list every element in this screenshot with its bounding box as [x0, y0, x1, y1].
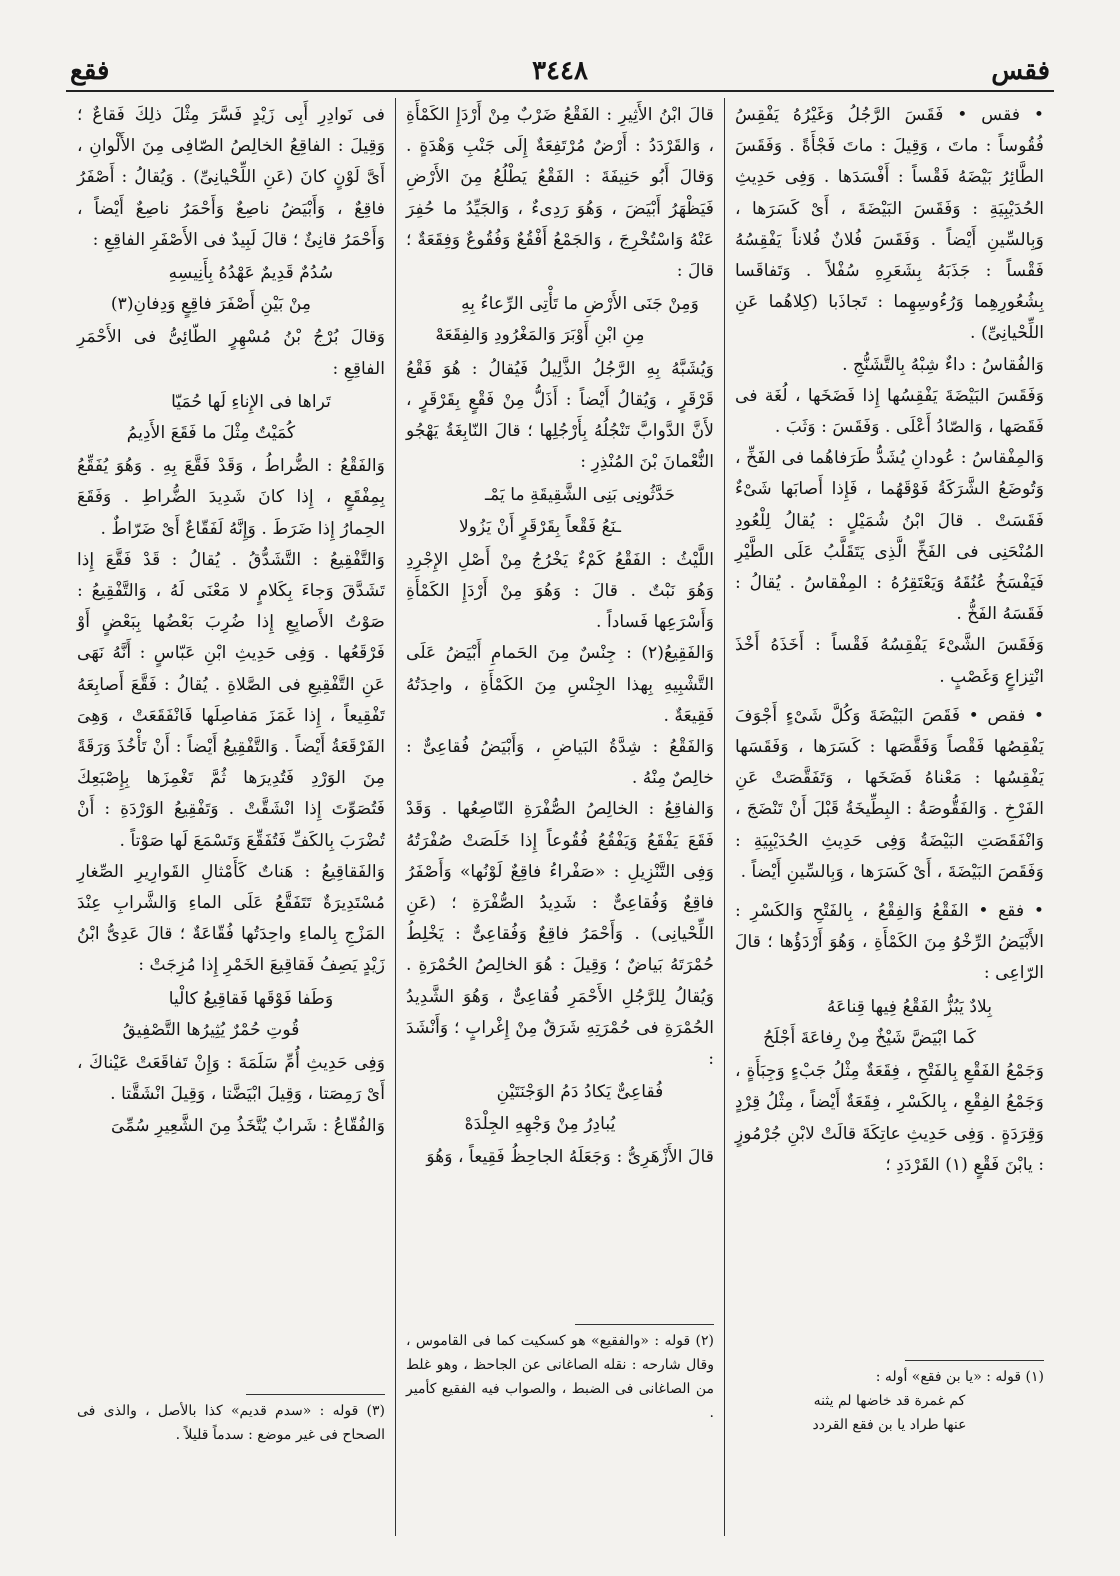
paragraph: وَالفاقِعُ : الخالِصُ الصُّفْرَةِ النّاصِعُها . وَقَدْ فَقَعَ يَفْقَعُ وَيَفْقُعُ فُقُوعاً إِذا خَلَصَتْ صُفْرَتُهُ وَفِى التَّنْزِيلِ : «صَفْراءُ فاقِعٌ لَوْنُها» وَأَصْفَرُ فاقِعٌ وَفُقاعِىٌّ : شَدِيدُ الصُّفْرَةِ ؛ (عَنِ اللِّحْيانِى) . وَأَحْمَرُ فاقِعٌ وَفُقاعِىٌّ : يَخْلِطُ حُمْرَتَهُ بَياضٌ ؛ وَقِيلَ : هُوَ الخالِصُ الحُمْرَةِ . وَيُقالُ لِلرَّجُلِ الأَحْمَرِ فُقاعِىٌّ ، وَهُوَ الشَّدِيدُ الحُمْرَةِ فى حُمْرَتِهِ شَرَقٌ مِنْ إِغْرابٍ ؛ وَأَنْشَدَ :: [406, 799, 714, 1070]
verse-line: مِنْ بَيْنِ أَصْفَرَ فاقِعٍ وَدِفانِ(٣): [110, 294, 312, 315]
paragraph: وَفِى حَدِيثِ أُمِّ سَلَمَةَ : وَإِنْ تَفاقَعَتْ عَيْناكَ ، أَىْ رَمِصَتا ، وَقِيلَ ابْيَضَّتا ، وَقِيلَ انْشَقَّتا .: [77, 1053, 385, 1105]
footnote-line: (٣) قوله : «سدم قديم» كذا بالأصل ، والذى فى الصحاح فى غير موضع : سدماً قليلاً .: [77, 1403, 385, 1443]
verse: [77, 258, 385, 320]
verse-line: قُوتِ حُمْرٌ يُثِيرُها التَّصْفِيقُ: [122, 1019, 300, 1040]
header-right-word: فقس: [991, 56, 1050, 86]
footnote-block: [735, 1350, 1044, 1437]
verse-line: وَطَفا فَوْقَها فَقاقِيعُ كالْيا: [168, 988, 334, 1009]
column-left: [67, 98, 396, 1536]
columns: [66, 98, 1054, 1536]
paragraph: وَالتَّفْقِيعُ : التَّشَدُّقُ . يُقالُ : قَدْ فَقَّعَ إِذا تَشَدَّقَ وَجاءَ بِكَلامٍ لا مَعْنَى لَهُ ، وَالتَّفْقِيعُ : صَوْتُ الأَصابِعِ إِذا ضُرِبَ بَعْضُها بِبَعْضٍ أَوْ فَرْقَعُها . وَفِى حَدِيثِ ابْنِ عَبّاسٍ : أَنَّهُ نَهَى عَنِ التَّفْقِيعِ فى الصَّلاةِ . يُقالُ : فَقَّعَ أَصابِعَهُ تَفْقِيعاً ، إِذا غَمَزَ مَفاصِلَها فَانْفَقَعَتْ ، وَهِىَ الفَرْقَعَةُ أَيْضاً . وَالتَّفْقِيعُ أَيْضاً : أَنْ تَأْخُذَ وَرَقَةً مِنَ الوَرْدِ فَتُدِيرَها ثُمَّ تَغْمِزَها بِإِصْبَعِكَ فَتُصَوِّتَ إِذا انْشَقَّتْ . وَتَفْقِيعُ الوَرْدَةِ : أَنْ تُضْرَبَ بِالكَفِّ فَتُفَقِّعَ وَتَسْمَعَ لَها صَوْتاً .: [77, 549, 385, 851]
verse-line: يُبادِرُ مِنْ وَجْهِهِ الجِلْدَهْ: [464, 1113, 616, 1134]
paragraph: اللَّيْثُ : الفَقْعُ كَمْءٌ يَخْرُجُ مِنْ أَصْلِ الإِجْرِدِ وَهُوَ نَبْتٌ . قالَ : وَهُوَ مِنْ أَرْدَإِ الكَمْأَةِ وَأَسْرَعِها فَساداً .: [406, 549, 714, 633]
paragraph: وَالفُقاسُ : داءٌ شِبْهُ بِالتَّشَنُّجِ .: [842, 354, 1044, 375]
paragraph: وَجَمْعُ الفَقْعِ بِالفَتْحِ ، فِقَعَةٌ مِثْلُ جَبْءٍ وَجِبَأَةٍ ، وَجَمْعُ الفِقْعِ ، بِالكَسْرِ ، فِقَعَةٌ أَيْضاً ، مِثْلُ قِرْدٍ وَقِرَدَةٍ . وَفِى حَدِيثِ عاتِكَةَ قالَتْ لابْنِ جُرْمُوزٍ : يابْنَ فَقْعٍ (١) القَرْدَدِ ؛: [735, 1061, 1044, 1175]
paragraph: وَالفُقّاعُ : شَرابٌ يُتَّخَذُ مِنَ الشَّعِيرِ سُمِّىَ: [111, 1115, 385, 1136]
verse-line: ـنَعُ فَقْعاً بِقَرْقَرٍ أَنْ يَزُولا: [458, 516, 622, 537]
verse-line: كَما ابْيَضَّ شَيْخٌ مِنْ رِفاعَةَ أَجْلَحُ: [763, 1027, 976, 1048]
verse: [77, 984, 385, 1046]
paragraph: فى نَوادِرِ أَبِى زَيْدٍ فَسَّرَ مِثْلَ ذلِكَ فَقاعٌ ؛ وَقِيلَ : الفاقِعُ الخالِصُ الصّافِى مِنَ الأَلْوانِ ، أَىَّ لَوْنٍ كانَ (عَنِ اللِّحْيانِىِّ) . وَيُقالُ : أَصْفَرُ فاقِعٌ ، وَأَبْيَضُ ناصِعٌ وَأَحْمَرُ ناصِعٌ أَيْضاً ، وَأَحْمَرُ قانِئٌ ؛ قالَ لَبِيدٌ فى الأَصْفَرِ الفاقِعِ :: [77, 105, 385, 250]
paragraph: وَيُشَبَّهُ بِهِ الرَّجُلُ الذَّلِيلُ فَيُقالُ : هُوَ فَقْعُ قَرْقَرٍ ، وَيُقالُ أَيْضاً : أَذَلُّ مِنْ فَقْعٍ بِقَرْقَرٍ ، لأَنَّ الدَّوابَّ تَنْجُلُهُ بِأَرْجُلِها ؛ قالَ النّابِغَةُ يَهْجُو النُّعْمانَ بْنَ المُنْذِرِ :: [406, 358, 714, 473]
entry-faqasa-2: • فقص • فَقَصَ البَيْضَةَ وَكُلَّ شَىْءٍ أَجْوَفَ يَفْقِصُها فَقْصاً وَفَقَّصَها : كَسَرَها ، وَفَقَسَها يَفْقِسُها : مَعْناهُ فَضَخَها ، وَتَفَقَّصَتْ عَنِ الفَرْخِ . وَالفَقُّوصَةُ : البِطِّيخَةُ قَبْلَ أَنْ تَنْضَجَ ، وَانْفَقَصَتِ البَيْضَةُ وَفِى حَدِيثِ الحُدَيْبِيَةِ : وَفَقَصَ البَيْضَةَ ، أَىْ كَسَرَها ، وَبِالسِّينِ أَيْضاً .: [735, 705, 1044, 882]
paragraph: وَالفَقِيعُ(٢) : جِنْسٌ مِنَ الحَمامِ أَبْيَضُ عَلَى التَّشْبِيهِ بِهذا الجِنْسِ مِنَ الكَمْأَةِ ، واحِدَتُهُ فَقِيعَةٌ .: [406, 643, 714, 726]
paragraph: قالَ الأَزْهَرِىُّ : وَجَعَلَهُ الجاحِظُ فَقِيعاً ، وَهُوَ: [426, 1146, 714, 1167]
verse-line: تَراها فى الإِناءِ لَها حُمَيّا: [171, 391, 331, 412]
footnote-line: (٢) قوله : «والفقيع» هو كسكيت كما فى القاموس ، وقال شارحه : نقله الصاغانى عن الجاحظ ، وهو غلط من الصاغانى فى الضبط ، والصواب فيه الفقيع كأمير .: [406, 1333, 714, 1421]
header-left-word: فقع: [70, 56, 110, 86]
footnote-rule: [246, 1394, 385, 1395]
footnote-line: (١) قوله : «يا بن فقع» أوله :: [875, 1369, 1044, 1385]
verse-line: فُقاعِىٌّ يَكادُ دَمُ الوَجْنَتَيْنِ: [496, 1082, 664, 1103]
column-right: [725, 98, 1054, 1536]
verse-line: بِلادٌ يَبُزُّ الفَقْعُ فِيها قِناعَهُ: [826, 996, 993, 1017]
paragraph: وَفَقَسَ الشَّىْءَ يَفْقِسُهُ فَقْساً : أَخَذَهُ أَخْذَ انْتِزاعٍ وَغَصْبٍ .: [735, 635, 1044, 687]
verse: [406, 480, 714, 542]
entry-faqa: • فقع • الفَقْعُ وَالفِقْعُ ، بِالفَتْحِ وَالكَسْرِ : الأَبْيَضُ الرِّخْوُ مِنَ الكَمْأَةِ ، وَهُوَ أَرْدَؤُها ؛ قالَ الرّاعِى :: [735, 901, 1044, 984]
footnote-line: كم غمرة قد خاضها لم يثنه: [813, 1393, 966, 1409]
footnote-block: [77, 1384, 385, 1447]
footnote-rule: [575, 1324, 714, 1325]
verse-line: حَدَّثُونِى بَنِى الشَّقِيقَةِ ما يَمْـ: [485, 485, 675, 506]
paragraph: وَالفَقْعُ : شِدَّةُ البَياضِ ، وَأَبْيَضُ فُقاعِىٌّ : خالِصٌ مِنْهُ .: [406, 737, 714, 789]
footnote-rule: [905, 1360, 1044, 1361]
footnote-block: [406, 1314, 714, 1425]
column-middle: [396, 98, 725, 1536]
paragraph: قالَ ابْنُ الأَثِيرِ : الفَقْعُ ضَرْبٌ مِنْ أَرْدَإِ الكَمْأَةِ ، وَالقَرْدَدُ : أَرْضٌ مُرْتَفِعَةٌ إِلَى جَنْبِ وَهْدَةٍ . وَقالَ أَبُو حَنِيفَةَ : الفَقْعُ يَطْلُعُ مِنَ الأَرْضِ فَيَظْهَرُ أَبْيَضَ ، وَهُوَ رَدِىءٌ ، وَالجَيِّدُ ما حُفِرَ عَنْهُ وَاسْتُخْرِجَ ، وَالجَمْعُ أَفْقُعٌ وَفُقُوعٌ وَفِقَعَةٌ ؛ قالَ :: [406, 105, 714, 282]
page-header: [70, 52, 1050, 92]
paragraph: وَالفَقْعُ : الضُّراطُ ، وَقَدْ فَقَّعَ بِهِ . وَهُوَ يُفَقِّعُ بِمِفْقَعٍ ، إِذا كانَ شَدِيدَ الضُّراطِ . وَفَقَعَ الحِمارُ إِذا ضَرَطَ . وَإِنَّهُ لَفَقّاعٌ أَىْ ضَرّاطٌ .: [77, 456, 385, 539]
verse: [77, 387, 385, 449]
verse: [406, 289, 714, 351]
paragraph: وَالمِفْقاسُ : عُودانِ يُشَدُّ طَرَفاهُما فى الفَخِّ ، وَتُوضَعُ الشَّرَكَةُ فَوْقَهُما ، فَإِذا أَصابَها شَىْءٌ فَقَسَتْ . قالَ ابْنُ شُمَيْلٍ : يُقالُ لِلْعُودِ المُنْحَنِى فى الفَخِّ الَّذِى يَتَقَلَّبُ عَلَى الطَّيْرِ فَيَفْسَخُ عُنُقَهُ وَيَعْتَقِرُهُ : المِفْقاسُ . يُقالُ : فَقَسَهُ الفَخُّ .: [735, 448, 1044, 625]
header-rule: [66, 90, 1054, 92]
verse-line: مِنِ ابْنِ أَوْبَرَ وَالمَغْرُودِ وَالفِقَعَهْ: [435, 325, 645, 346]
paragraph: وَفَقَسَ البَيْضَةَ يَفْقِسُها إِذا فَضَخَها ، لُغَة فى فَقَصَها ، وَالصّادُ أَعْلَى . وَفَقَسَ : وَثَبَ .: [735, 385, 1044, 438]
verse-line: سُدُمٌ قَدِيمٌ عَهْدُهُ بِأَنِيسِهِ: [168, 263, 334, 284]
verse: [406, 1077, 714, 1139]
entry-faqasa: • فقس • فَقَسَ الرَّجُلُ وَغَيْرُهُ يَفْقِسُ فُقُوساً : ماتَ ، وَقِيلَ : ماتَ فَجْأَةً . وَفَقَسَ الطَّائِرُ بَيْضَهُ فَقْساً : أَفْسَدَها . وَفِى حَدِيثِ الحُدَيْبِيَةِ : وَفَقَسَ البَيْضَةَ ، أَىْ كَسَرَها ، وَبِالسِّينِ أَيْضاً . وَفَقَسَ فُلانٌ فُلاناً يَفْقِسُهُ فَقْساً : جَذَبَهُ بِشَعَرِهِ سُفْلاً . وَتَفاقَسا بِشُعُورِهِما وَرُءُوسِهِما : تَجاذَبا (كِلاهُما عَنِ اللِّحْيانِىِّ) .: [735, 105, 1044, 344]
verse: [735, 992, 1044, 1054]
footnote-line: عنها طراد يا بن فقع القردد: [812, 1417, 967, 1433]
paragraph: وَقالَ بُرْجُ بْنُ مُسْهِرٍ الطّائِىُّ فى الأَحْمَرِ الفاقِعِ :: [77, 327, 385, 379]
verse-line: كُمَيْتٌ مِثْلَ ما فَقَعَ الأَدِيمُ: [126, 423, 296, 444]
paragraph: وَالفَقاقِيعُ : هَناتٌ كَأَمْثالِ القَوارِيرِ الصِّغارِ مُسْتَدِيرَةٌ تَتَفَقَّعُ عَلَى الماءِ وَالشَّرابِ عِنْدَ المَزْجِ بِالماءِ واحِدَتُها فُقّاعَةٌ ؛ قالَ عَدِىُّ ابْنُ زَيْدٍ يَصِفُ فَقاقِيعَ الخَمْرِ إِذا مُزِجَتْ :: [77, 861, 385, 976]
verse-line: وَمِنْ جَنَى الأَرْضِ ما تَأْتِى الرِّعاءُ بِهِ: [461, 294, 699, 315]
page-number: ٣٤٤٨: [532, 56, 588, 86]
